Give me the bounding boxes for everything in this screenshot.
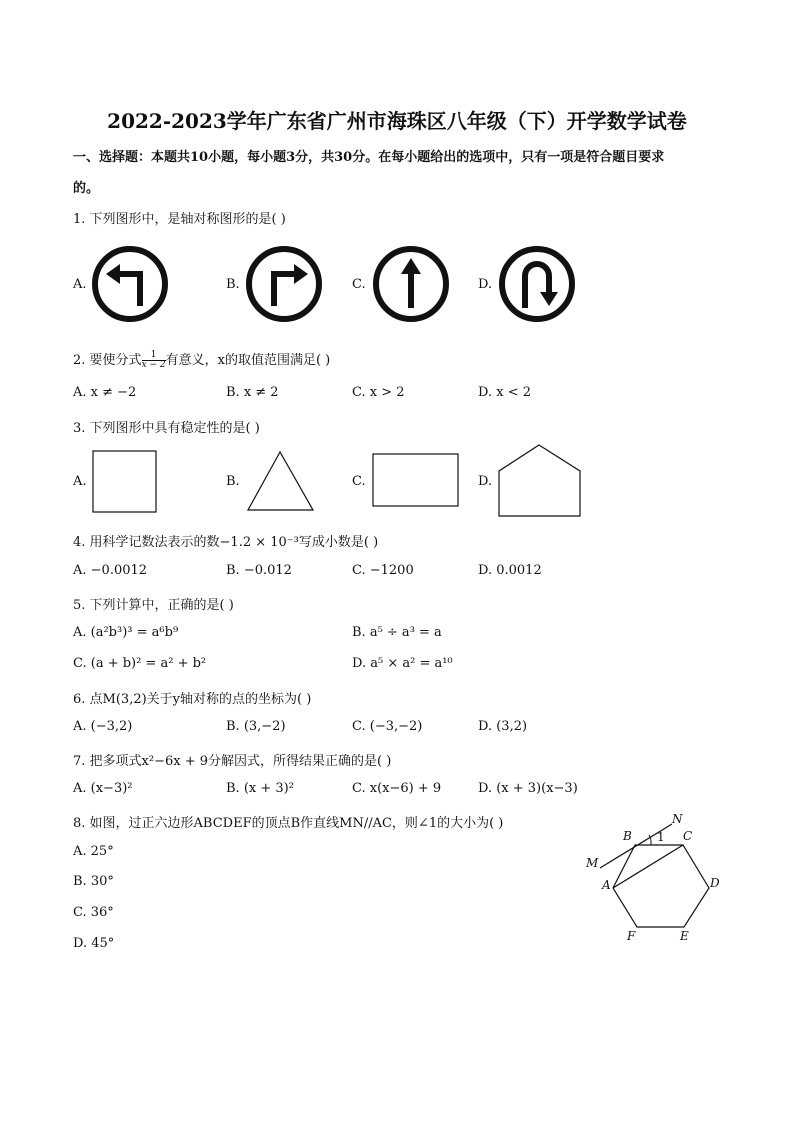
q2-fraction	[142, 351, 166, 370]
q1-option-b-label: B.	[226, 277, 240, 292]
q2-fraction-denominator: x − 2	[141, 360, 166, 370]
q1-option-c-label: C.	[352, 277, 366, 292]
q6-option-b: B. (3,−2)	[226, 719, 286, 734]
q4-option-b: B. −0.012	[226, 563, 292, 578]
left-turn-sign-icon	[90, 244, 170, 324]
q7-option-c: C. x(x−6) + 9	[352, 781, 442, 796]
q2-stem-prefix: 2. 要使分式	[73, 353, 142, 368]
question-4-stem: 4. 用科学记数法表示的数−1.2 × 10⁻³写成小数是( )	[73, 535, 379, 550]
figure-label-angle-1: 1	[657, 830, 665, 844]
q5-option-a: A. (a²b³)³ = a⁶b⁹	[73, 625, 179, 640]
q3-option-b-label: B.	[226, 474, 240, 489]
figure-label-a: A	[602, 878, 611, 892]
pentagon-shape	[498, 444, 582, 518]
q2-option-c: C. x > 2	[352, 385, 405, 400]
q2-stem-suffix: 有意义，x的取值范围满足( )	[165, 353, 331, 368]
question-5-stem: 5. 下列计算中，正确的是( )	[73, 598, 234, 613]
q7-option-b: B. (x + 3)²	[226, 781, 294, 796]
q2-option-d: D. x < 2	[478, 385, 531, 400]
hexagon-abcdef	[613, 845, 709, 927]
section-instructions-line2: 的。	[73, 181, 100, 196]
q7-option-a: A. (x−3)²	[73, 781, 133, 796]
q8-option-a: A. 25°	[73, 844, 114, 859]
straight-ahead-sign-icon	[371, 244, 451, 324]
question-6-stem: 6. 点M(3,2)关于y轴对称的点的坐标为( )	[73, 692, 312, 707]
question-7-stem: 7. 把多项式x²−6x + 9分解因式，所得结果正确的是( )	[73, 754, 392, 769]
q6-option-c: C. (−3,−2)	[352, 719, 423, 734]
figure-label-b: B	[623, 829, 632, 843]
square-shape	[92, 450, 158, 514]
q4-option-c: C. −1200	[352, 563, 414, 578]
section-instructions-line1: 一、选择题：本题共10小题，每小题3分，共30分。在每小题给出的选项中，只有一项是符合题目要求	[73, 150, 665, 165]
q2-option-b: B. x ≠ 2	[226, 385, 279, 400]
q4-option-d: D. 0.0012	[478, 563, 542, 578]
figure-label-f: F	[627, 929, 636, 943]
q1-option-a-label: A.	[73, 277, 87, 292]
q1-option-d-label: D.	[478, 277, 493, 292]
triangle-shape	[246, 450, 316, 512]
q2-fraction-numerator: 1	[142, 351, 166, 361]
question-3-stem: 3. 下列图形中具有稳定性的是( )	[73, 421, 260, 436]
question-1-stem: 1. 下列图形中，是轴对称图形的是( )	[73, 212, 286, 227]
figure-label-d: D	[710, 876, 720, 890]
q3-option-c-label: C.	[352, 474, 366, 489]
q3-option-a-label: A.	[73, 474, 87, 489]
q2-option-a: A. x ≠ −2	[73, 385, 137, 400]
right-turn-sign-icon	[244, 244, 324, 324]
q8-option-c: C. 36°	[73, 905, 114, 920]
figure-label-c: C	[683, 829, 693, 843]
figure-label-n: N	[672, 812, 683, 826]
q3-option-d-label: D.	[478, 474, 493, 489]
q8-option-b: B. 30°	[73, 874, 114, 889]
figure-label-e: E	[680, 929, 689, 943]
q7-option-d: D. (x + 3)(x−3)	[478, 781, 578, 796]
q5-option-c: C. (a + b)² = a² + b²	[73, 656, 207, 671]
figure-label-m: M	[586, 856, 599, 870]
q5-option-b: B. a⁵ ÷ a³ = a	[352, 625, 442, 640]
q5-option-d: D. a⁵ × a² = a¹⁰	[352, 656, 453, 671]
question-2-stem	[73, 349, 330, 370]
q4-option-a: A. −0.0012	[73, 563, 148, 578]
q8-option-d: D. 45°	[73, 936, 115, 951]
q6-option-a: A. (−3,2)	[73, 719, 133, 734]
u-turn-sign-icon	[497, 244, 577, 324]
page-title: 2022-2023学年广东省广州市海珠区八年级（下）开学数学试卷	[107, 109, 687, 133]
question-8-stem: 8. 如图，过正六边形ABCDEF的顶点B作直线MN//AC，则∠1的大小为( )	[73, 816, 504, 831]
q6-option-d: D. (3,2)	[478, 719, 528, 734]
rectangle-shape	[372, 453, 460, 509]
